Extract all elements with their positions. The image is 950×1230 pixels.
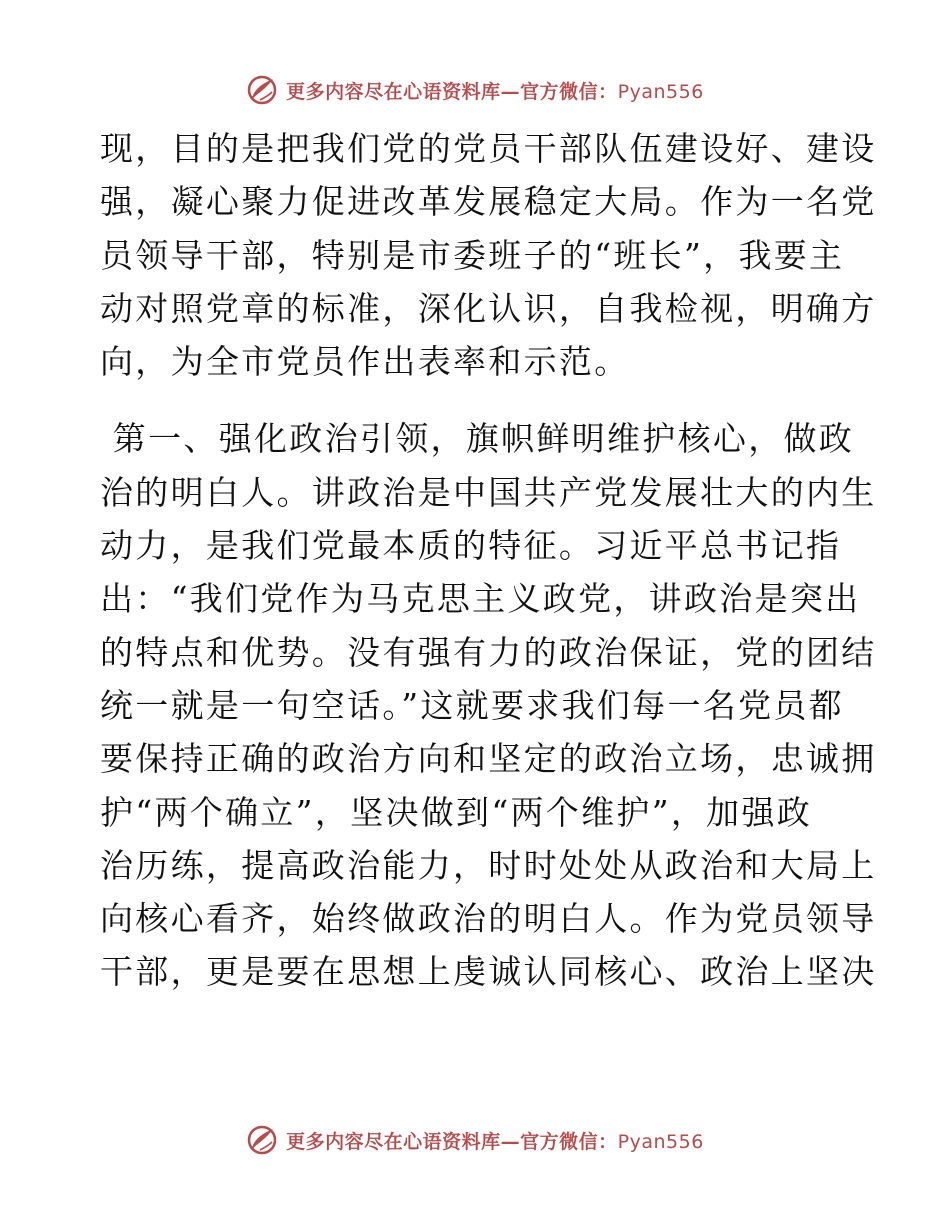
document-body (100, 122, 877, 999)
header-wechat-id: Pyan556 (617, 80, 704, 103)
text-line: 的特点和优势。没有强有力的政治保证，党的团结 (100, 632, 877, 672)
footer-banner (0, 1120, 950, 1160)
text-line: 向，为全市党员作出表率和示范。 (100, 342, 630, 382)
text-line: 动力，是我们党最本质的特征。习近平总书记指 (100, 526, 842, 566)
paragraph-2 (100, 412, 877, 998)
header-banner (0, 70, 950, 110)
text-line: 护“两个确立”，坚决做到“两个维护”，加强政 (100, 792, 813, 832)
header-banner-text: 更多内容尽在心语资料库—官方微信：Pyan556 (286, 80, 704, 103)
text-line: 员领导干部，特别是市委班子的“班长”，我要主 (100, 235, 845, 275)
quill-ribbon-icon (246, 74, 278, 106)
text-line: 干部，更是要在思想上虔诚认同核心、政治上坚决 (100, 952, 877, 992)
text-line: 治的明白人。讲政治是中国共产党发展壮大的内生 (100, 472, 877, 512)
text-line: 统一就是一句空话。”这就要求我们每一名党员都 (100, 685, 844, 725)
text-line: 要保持正确的政治方向和坚定的政治立场，忠诚拥 (100, 739, 877, 779)
paragraph-1 (100, 122, 877, 388)
text-line: 出：“我们党作为马克思主义政党，讲政治是突出 (100, 579, 861, 619)
footer-banner-text: 更多内容尽在心语资料库—官方微信：Pyan556 (286, 1130, 704, 1153)
text-line: 现，目的是把我们党的党员干部队伍建设好、建设 (100, 129, 877, 168)
text-line: 动对照党章的标准，深化认识，自我检视，明确方 (100, 288, 877, 328)
text-line: 第一、强化政治引领，旗帜鲜明维护核心，做政 (100, 419, 855, 459)
quill-ribbon-icon (246, 1124, 278, 1156)
text-line: 强，凝心聚力促进改革发展稳定大局。作为一名党 (100, 182, 877, 222)
footer-wechat-id: Pyan556 (617, 1130, 704, 1153)
text-line: 向核心看齐，始终做政治的明白人。作为党员领导 (100, 899, 877, 939)
text-line: 治历练，提高政治能力，时时处处从政治和大局上 (100, 845, 877, 885)
